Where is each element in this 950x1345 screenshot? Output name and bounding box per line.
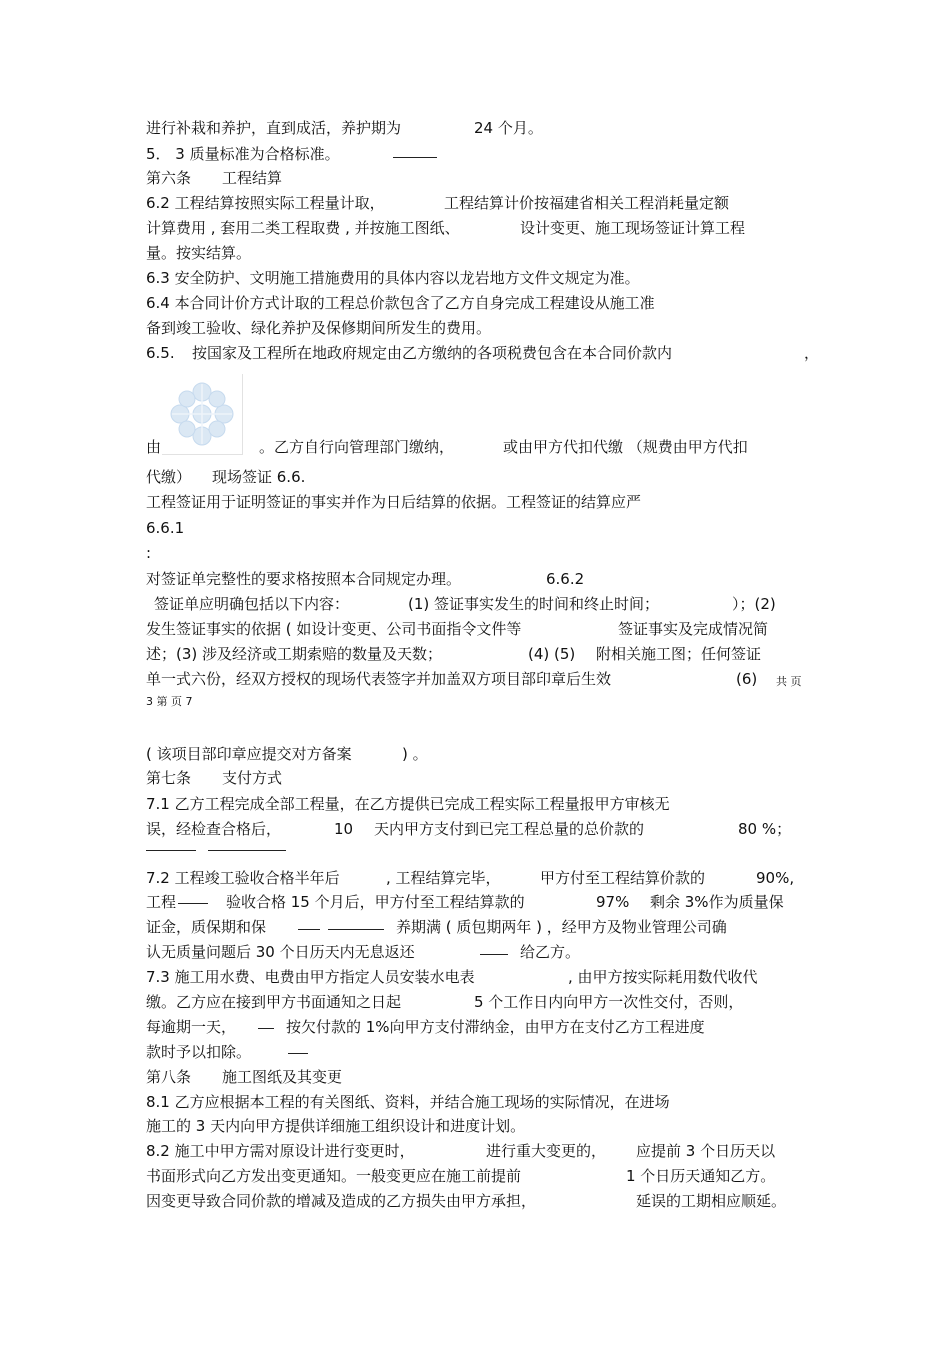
text-line: 计算费用 , 套用二类工程取费 , 并按施工图纸、	[146, 219, 460, 237]
text-line: 应提前 3 个日历天以	[636, 1142, 776, 1160]
text-line: 工程签证用于证明签证的事实并作为日后结算的依据。工程签证的结算应严	[146, 493, 642, 511]
text-line: 6.3 安全防护、文明施工措施费用的具体内容以龙岩地方文件文规定为准。	[146, 269, 640, 287]
text-line: 施工的 3 天内向甲方提供详细施工组织设计和进度计划。	[146, 1117, 526, 1135]
text-line: 验收合格 15 个月后，甲方付至工程结算款的	[226, 893, 525, 911]
section-heading: 第八条	[146, 1068, 192, 1086]
blank-underline	[288, 1053, 308, 1054]
text-line: 缴。乙方应在接到甲方书面通知之日起	[146, 993, 402, 1011]
text-line: 述；(3) 涉及经济或工期索赔的数量及天数；	[146, 645, 443, 663]
text-line: 8.1 乙方应根据本工程的有关图纸、资料，并结合施工现场的实际情况，在进场	[146, 1093, 670, 1111]
text-line: 养期满 ( 质包期两年 ) ，经甲方及物业管理公司确	[396, 918, 727, 936]
text-line: 延误的工期相应顺延。	[636, 1192, 787, 1210]
text-line: 6.4 本合同计价方式计取的工程总价款包含了乙方自身完成工程建设从施工准	[146, 294, 655, 312]
text-line: 5 个工作日内向甲方一次性交付，否则，	[474, 993, 744, 1011]
text-line: 6.2 工程结算按照实际工程量计取，	[146, 194, 385, 212]
text-line: 代缴）	[146, 468, 192, 486]
text-line: 给乙方。	[520, 943, 581, 961]
blank-underline	[393, 157, 437, 158]
snowflake-watermark-icon	[162, 374, 242, 454]
text-line: 80 %；	[738, 820, 792, 838]
text-line: 工程	[146, 893, 177, 911]
text-line: 设计变更、施工现场签证计算工程	[520, 219, 746, 237]
text-line: , 工程结算完毕，	[386, 869, 501, 887]
text-line: 签证事实及完成情况简	[618, 620, 769, 638]
text-line: 进行重大变更的，	[486, 1142, 607, 1160]
text-line: 误，经检查合格后，	[146, 820, 282, 838]
text-line: ）；(2)	[732, 595, 776, 613]
blank-underline	[298, 929, 320, 930]
blank-underline	[258, 1028, 274, 1029]
text-line: 6.5.	[146, 344, 175, 362]
text-line: 7.1 乙方工程完成全部工程量，在乙方提供已完成工程实际工程量报甲方审核无	[146, 795, 670, 813]
text-line: 进行补栽和养护，直到成活，养护期为	[146, 119, 402, 137]
text-line: 6.6.2	[546, 570, 585, 588]
text-line: 签证单应明确包括以下内容：	[154, 595, 350, 613]
text-line: 6.6.1	[146, 519, 185, 537]
text-line: :	[146, 544, 152, 562]
text-line: ) 。	[402, 745, 428, 763]
text-line: 7.3 施工用水费、电费由甲方指定人员安装水电表	[146, 968, 475, 986]
text-line: 24 个月。	[474, 119, 543, 137]
text-line: 书面形式向乙方发出变更通知。一般变更应在施工前提前	[146, 1167, 522, 1185]
blank-underline	[480, 954, 508, 955]
text-line: 按欠付款的 1%向甲方支付滞纳金，由甲方在支付乙方工程进度	[286, 1018, 705, 1036]
text-line: ( 该项目部印章应提交对方备案	[146, 745, 352, 763]
blank-underline	[208, 850, 286, 851]
text-line: (6)	[736, 670, 758, 688]
text-line: 90%,	[756, 869, 795, 887]
text-line: 量。按实结算。	[146, 244, 252, 262]
blank-underline	[178, 903, 208, 904]
blank-underline	[328, 929, 384, 930]
text-line: 现场签证 6.6.	[212, 468, 306, 486]
text-line: 剩余 3%作为质量保	[650, 893, 784, 911]
section-heading: 施工图纸及其变更	[222, 1068, 343, 1086]
text-line: 证金，质保期和保	[146, 918, 267, 936]
text-line: 。乙方自行向管理部门缴纳，	[259, 438, 455, 456]
text-line: (4) (5)	[528, 645, 576, 663]
section-heading: 支付方式	[222, 769, 283, 787]
text-line: 8.2 施工中甲方需对原设计进行变更时，	[146, 1142, 415, 1160]
text-line: 7.2 工程竣工验收合格半年后	[146, 869, 340, 887]
text-line: 或由甲方代扣代缴 （规费由甲方代扣	[503, 438, 748, 456]
text-line: 97%	[596, 893, 630, 911]
text-line: 认无质量问题后 30 个日历天内无息返还	[146, 943, 415, 961]
text-line: 因变更导致合同价款的增减及造成的乙方损失由甲方承担，	[146, 1192, 537, 1210]
page-footer: 共 页	[776, 675, 802, 688]
text-line: 甲方付至工程结算价款的	[540, 869, 706, 887]
text-line: 款时予以扣除。	[146, 1043, 252, 1061]
section-heading: 第六条	[146, 169, 192, 187]
section-heading: 工程结算	[222, 169, 283, 187]
text-line: 单一式六份，经双方授权的现场代表签字并加盖双方项目部印章后生效	[146, 670, 612, 688]
text-line: 发生签证事实的依据 ( 如设计变更、公司书面指令文件等	[146, 620, 522, 638]
blank-underline	[146, 850, 196, 851]
text-line: 由	[146, 438, 162, 456]
text-line: 天内甲方支付到已完工程总量的总价款的	[374, 820, 645, 838]
text-line: 附相关施工图；任何签证	[596, 645, 762, 663]
text-line: ，	[804, 344, 820, 362]
text-line: , 由甲方按实际耗用数代收代	[568, 968, 758, 986]
page-footer: 3 第 页 7	[146, 695, 193, 708]
text-line: 工程结算计价按福建省相关工程消耗量定额	[444, 194, 730, 212]
text-line: (1) 签证事实发生的时间和终止时间；	[408, 595, 660, 613]
watermark-emblem	[162, 374, 243, 455]
text-line: 按国家及工程所在地政府规定由乙方缴纳的各项税费包含在本合同价款内	[192, 344, 673, 362]
text-line: 每逾期一天，	[146, 1018, 237, 1036]
text-line: 对签证单完整性的要求格按照本合同规定办理。	[146, 570, 462, 588]
text-line: 1 个日历天通知乙方。	[626, 1167, 776, 1185]
text-line: 备到竣工验收、绿化养护及保修期间所发生的费用。	[146, 319, 492, 337]
text-line: 5． 3 质量标准为合格标准。	[146, 145, 340, 163]
section-heading: 第七条	[146, 769, 192, 787]
text-line: 10	[334, 820, 354, 838]
